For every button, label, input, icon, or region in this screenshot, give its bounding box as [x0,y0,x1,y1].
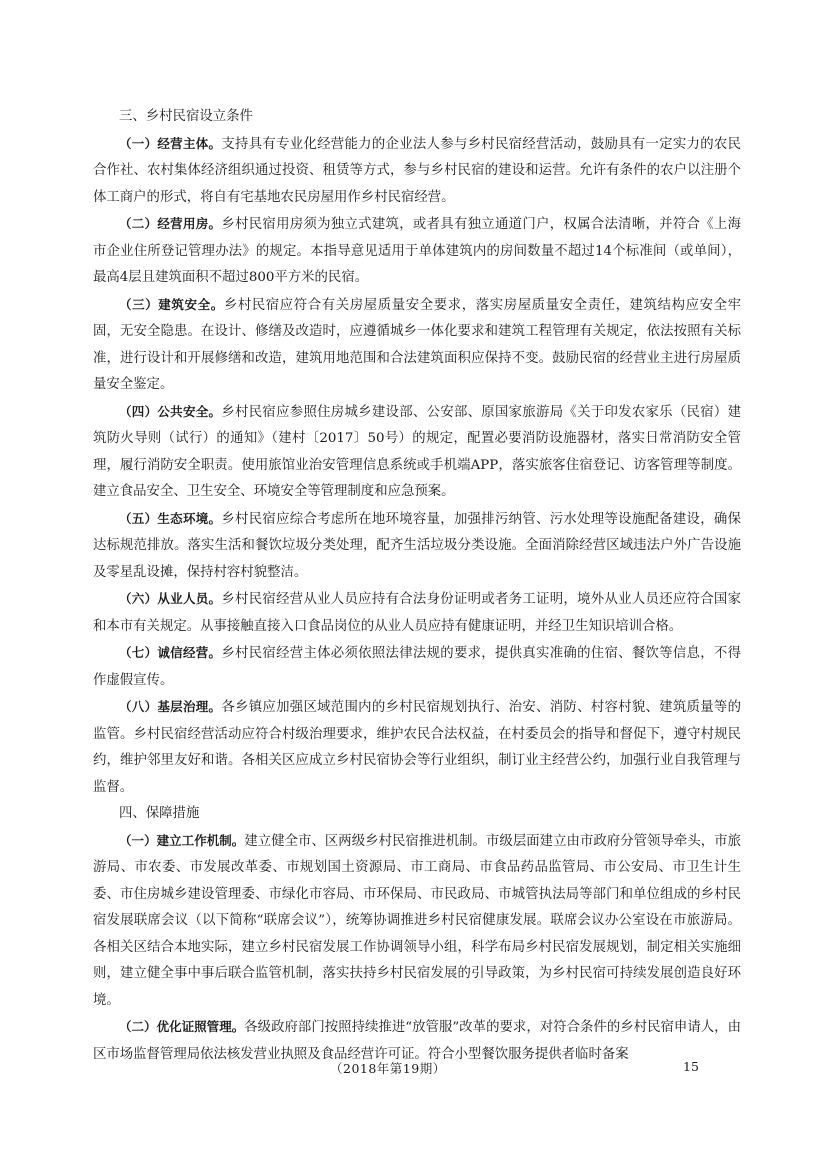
paragraph-lead: （一）经营主体。 [119,135,222,151]
paragraph-lead: （八）基层治理。 [119,699,222,714]
paragraph-3-1 [93,131,741,212]
paragraph-3-5 [93,506,741,587]
paragraph-lead: （七）诚信经营。 [119,645,222,660]
paragraph-3-3 [93,292,741,399]
paragraph-text: 乡村民宿经营从业人员应持有合法身份证明或者务工证明，境外从业人员还应符合国家和本市有关规定。从事接触直接入口食品岗位的从业人员应持有健康证明，并经卫生知识培训合格。 [93,592,741,634]
document-body [93,104,741,1068]
section-heading-4: 四、保障措施 [119,806,200,821]
paragraph-3-4 [93,399,741,506]
paragraph-text: 乡村民宿应符合有关房屋质量安全要求，落实房屋质量安全责任，建筑结构应安全牢固，无安全隐患。在设计、修缮及改造时，应遵循城乡一体化要求和建筑工程管理有关规定，依法按照有关标准，进行设计和开展修缮和改造，建筑用地范围和合法建筑面积应保持不变。鼓励民宿的经营业主进行房屋质量安全鉴定。 [93,297,741,392]
paragraph-3-6 [93,586,741,640]
paragraph-lead: （六）从业人员。 [119,591,222,606]
paragraph-lead: （四）公共安全。 [119,403,222,419]
paragraph-lead: （一）建立工作机制。 [119,832,245,848]
paragraph-text: 乡村民宿用房须为独立式建筑，或者具有独立通道门户，权属合法清晰，并符合《上海市企业住所登记管理办法》的规定。本指导意见适用于单体建筑内的房间数量不超过14个标准间（或单间），最高4层且建筑面积不超过800平方米的民宿。 [93,217,741,285]
issue-footer: （2018年第19期） [330,1061,446,1076]
paragraph-lead: （二）优化证照管理。 [119,1019,245,1034]
paragraph-text: 建立健全市、区两级乡村民宿推进机制。市级层面建立由市政府分管领导牵头，市旅游局、市农委、市发展改革委、市规划国土资源局、市工商局、市食品药品监管局、市公安局、市卫生计生委、市住房城乡建设管理委、市绿化市容局、市环保局、市民政局、市城管执法局等部门和单位组成的乡村民宿发展联席会议（以下简称“联席会议”），统筹协调推进乡村民宿健康发展。联席会议办公室设在市旅游局。各相关区结合本地实际，建立乡村民宿发展工作协调领导小组，科学布局乡村民宿发展规划，制定相关实施细则，建立健全事中事后联合监管机制，落实扶持乡村民宿发展的引导政策，为乡村民宿可持续发展创造良好环境。 [93,833,741,1008]
paragraph-lead: （二）经营用房。 [119,216,222,231]
paragraph-text: 乡村民宿应参照住房城乡建设部、公安部、原国家旅游局《关于印发农家乐（民宿）建筑防火导则（试行）的通知》（建村〔2017〕50号）的规定，配置必要消防设施器材，落实日常消防安全管理，履行消防安全职责。使用旅馆业治安管理信息系统或手机端APP，落实旅客住宿登记、访客管理等制度。建立食品安全、卫生安全、环境安全等管理制度和应急预案。 [93,404,741,499]
paragraph-text: 支持具有专业化经营能力的企业法人参与乡村民宿经营活动，鼓励具有一定实力的农民合作社、农村集体经济组织通过投资、租赁等方式，参与乡村民宿的建设和运营。允许有条件的农户以注册个体工商户的形式，将自有宅基地农民房屋用作乡村民宿经营。 [93,136,741,205]
paragraph-3-8 [93,694,741,801]
page-number: 15 [683,1059,699,1074]
paragraph-text: 乡村民宿经营主体必须依照法律法规的要求，提供真实准确的住宿、餐饮等信息，不得作虚假宣传。 [93,646,741,688]
paragraph-3-2 [93,211,741,292]
paragraph-4-1 [93,828,741,1015]
paragraph-text: 各乡镇应加强区域范围内的乡村民宿规划执行、治安、消防、村容村貌、建筑质量等的监管。乡村民宿经营活动应符合村级治理要求，维护农民合法权益，在村委员会的指导和督促下，遵守村规民约，维护邻里友好和谐。各相关区应成立乡村民宿协会等行业组织，制订业主经营公约，加强行业自我管理与监督。 [93,700,741,795]
paragraph-lead: （五）生态环境。 [119,510,222,526]
paragraph-3-7 [93,640,741,694]
section-heading-3: 三、乡村民宿设立条件 [119,109,253,124]
paragraph-lead: （三）建筑安全。 [119,296,224,312]
paragraph-text: 乡村民宿应综合考虑所在地环境容量，加强排污纳管、污水处理等设施配备建设，确保达标规范排放。落实生活和餐饮垃圾分类处理，配齐生活垃圾分类设施。全面消除经营区域违法户外广告设施及零星乱设摊，保持村容村貌整洁。 [93,511,741,580]
paragraph-text: 各级政府部门按照持续推进“放管服”改革的要求，对符合条件的乡村民宿申请人，由区市场监督管理局依法核发营业执照及食品经营许可证。符合小型餐饮服务提供者临时备案 [93,1020,741,1062]
